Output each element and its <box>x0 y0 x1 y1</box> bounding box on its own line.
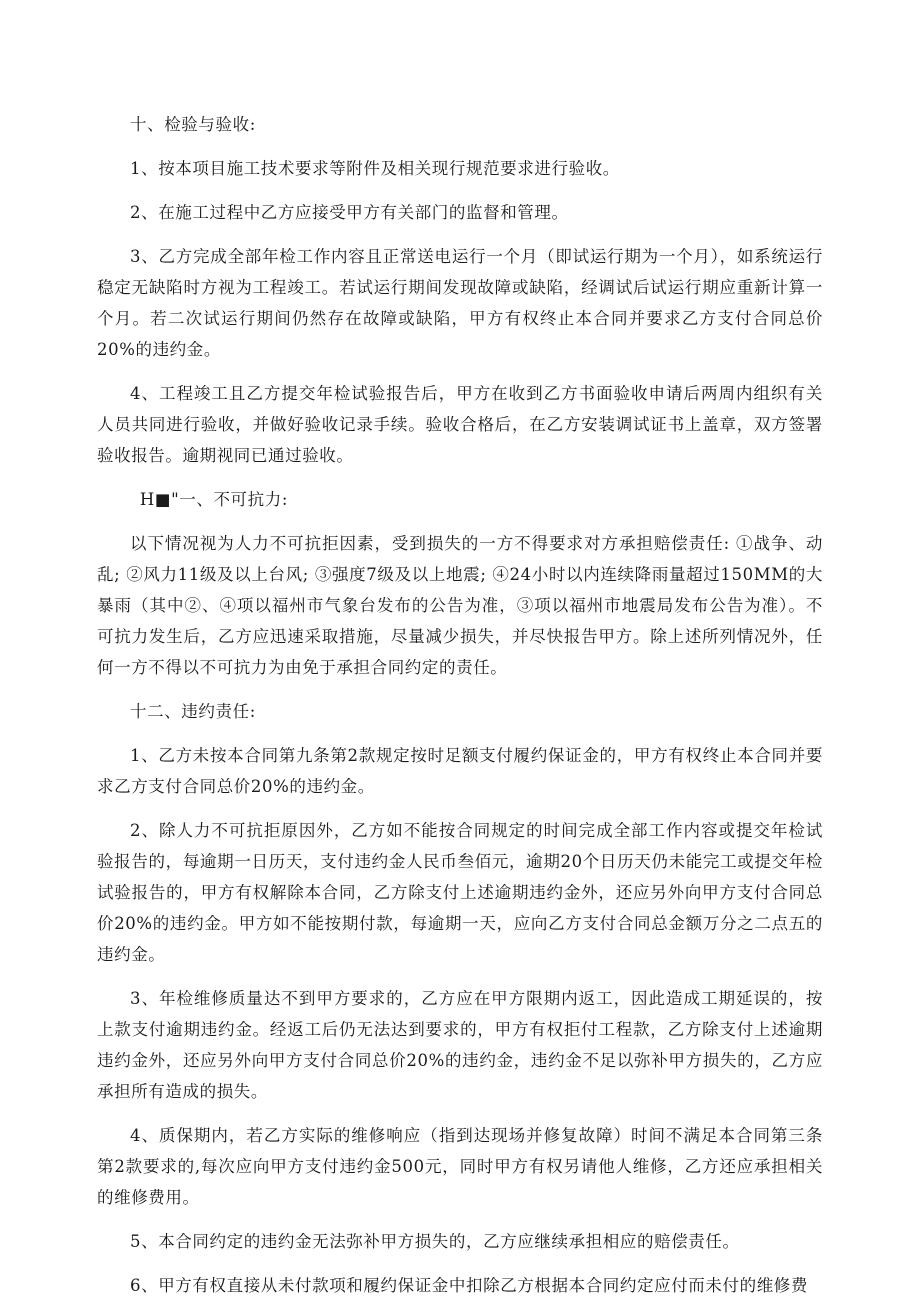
section-heading-force-majeure: H■"一、不可抗力: <box>139 490 289 509</box>
clause-12-6: 6、甲方有权直接从未付款项和履约保证金中扣除乙方根据本合同约定应付而未付的维修费 <box>130 1276 808 1295</box>
clause-12-2: 2、除人力不可抗拒原因外，乙方如不能按合同规定的时间完成全部工作内容或提交年检试验报告的，每逾期一日历天，支付违约金人民币叁佰元，逾期20个日历天仍未能完工或提交年检试验报告的，甲方有权解除本合同，乙方除支付上述逾期违约金外，还应另外向甲方支付合同总价20%的违约金。甲方如不能按期付款，每逾期一天，应向乙方支付合同总金额万分之二点五的违约金。 <box>97 821 823 964</box>
contract-body <box>97 109 823 1314</box>
clause-12-3: 3、年检维修质量达不到甲方要求的，乙方应在甲方限期内返工，因此造成工期延误的，按上款支付逾期违约金。经返工后仍无法达到要求的，甲方有权拒付工程款，乙方除支付上述逾期违约金外，还应另外向甲方支付合同总价20%的违约金，违约金不足以弥补甲方损失的，乙方应承担所有造成的损失。 <box>97 989 823 1101</box>
clause-12-5: 5、本合同约定的违约金无法弥补甲方损失的，乙方应继续承担相应的赔偿责任。 <box>130 1232 740 1251</box>
clause-10-4: 4、工程竣工且乙方提交年检试验报告后，甲方在收到乙方书面验收申请后两周内组织有关人员共同进行验收，并做好验收记录手续。验收合格后，在乙方安装调试证书上盖章，双方签署验收报告。逾期视同已通过验收。 <box>97 384 823 465</box>
clause-10-1: 1、按本项目施工技术要求等附件及相关现行规范要求进行验收。 <box>130 159 620 178</box>
section-heading-inspection: 十、检验与验收: <box>130 115 256 134</box>
section-heading-breach: 十二、违约责任: <box>130 702 256 721</box>
clause-12-1: 1、乙方未按本合同第九条第2款规定按时足额支付履约保证金的，甲方有权终止本合同并要求乙方支付合同总价20%的违约金。 <box>97 746 823 796</box>
clause-10-2: 2、在施工过程中乙方应接受甲方有关部门的监督和管理。 <box>130 203 569 222</box>
clause-10-3: 3、乙方完成全部年检工作内容且正常送电运行一个月（即试运行期为一个月），如系统运行稳定无缺陷时方视为工程竣工。若试运行期间发现故障或缺陷，经调试后试运行期应重新计算一个月。若二次试运行期间仍然存在故障或缺陷，甲方有权终止本合同并要求乙方支付合同总价20%的违约金。 <box>97 247 823 359</box>
clause-11-1: 以下情况视为人力不可抗拒因素，受到损失的一方不得要求对方承担赔偿责任: ①战争、动乱; ②风力11级及以上台风; ③强度7级及以上地震; ④24小时以内连续降雨量超过150MM的大暴雨（其中②、④项以福州市气象台发布的公告为准，③项以福州市地震局发布公告为准）。不可抗力发生后，乙方应迅速采取措施，尽量减少损失，并尽快报告甲方。除上述所列情况外，任何一方不得以不可抗力为由免于承担合同约定的责任。 <box>97 534 823 677</box>
clause-12-4: 4、质保期内，若乙方实际的维修响应（指到达现场并修复故障）时间不满足本合同第三条第2款要求的,每次应向甲方支付违约金500元，同时甲方有权另请他人维修，乙方还应承担相关的维修费用。 <box>97 1126 823 1207</box>
